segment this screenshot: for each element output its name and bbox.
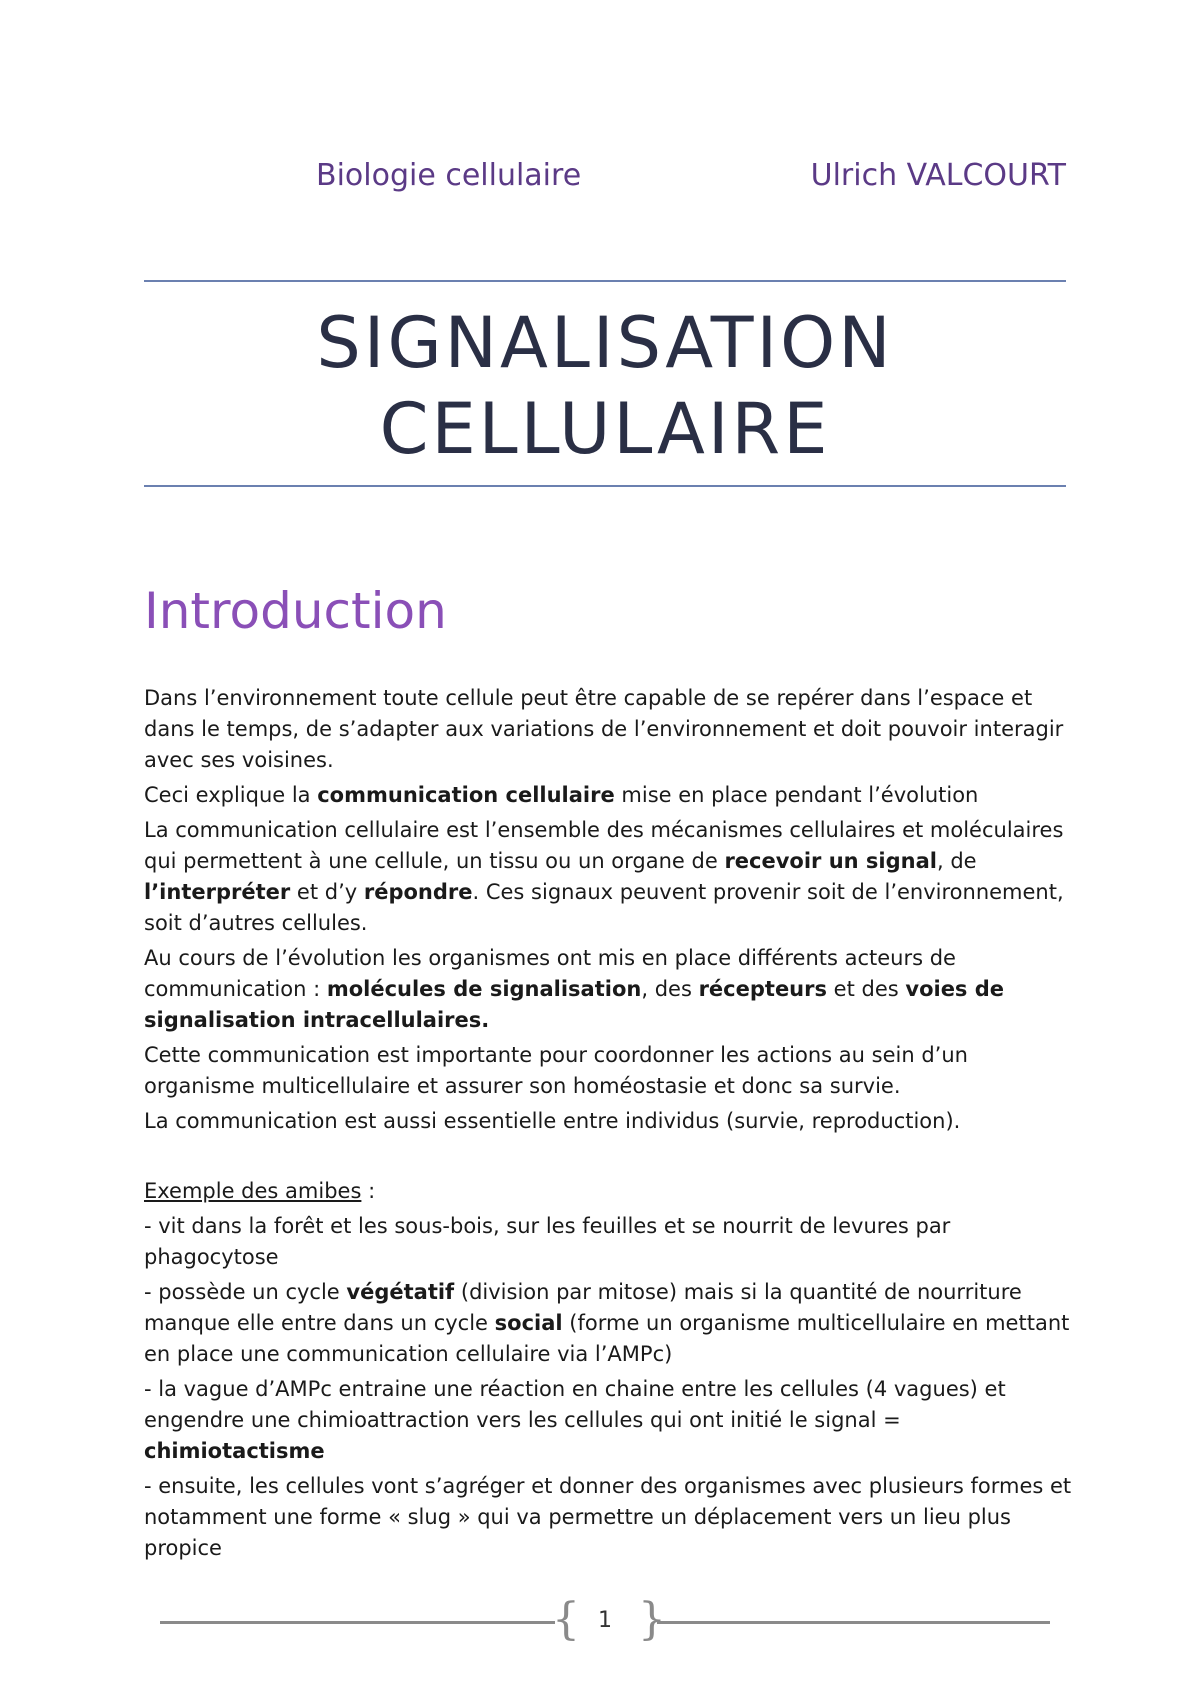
- text-run: (division par mitose) mais si la quantité de nourriture manque elle entre dans un cycle: [144, 1280, 1022, 1335]
- bold-term-recepteurs: récepteurs: [698, 977, 827, 1001]
- paragraph-communication-intro: [144, 780, 1084, 811]
- bold-term-molecules: molécules de signalisation: [326, 977, 642, 1001]
- document-title-line-1: SIGNALISATION: [316, 302, 894, 384]
- list-item: [144, 1374, 1084, 1467]
- bold-term-chimiotactisme: chimiotactisme: [144, 1439, 325, 1463]
- list-item: [144, 1277, 1084, 1370]
- author-name: Ulrich VALCOURT: [810, 158, 1066, 193]
- text-run: :: [361, 1179, 376, 1203]
- bold-term-repondre: répondre: [363, 880, 473, 904]
- section-body: [144, 683, 1084, 1568]
- text-run: - la vague d’AMPc entraine une réaction en chaine entre les cellules (4 vagues) et engendre une chimioattraction vers les cellules qui ont initié le signal =: [144, 1377, 1006, 1432]
- blank-line: [144, 1141, 1084, 1172]
- page-footer: [160, 1594, 1050, 1645]
- paragraph-communication-definition: [144, 815, 1084, 939]
- example-heading: [144, 1176, 1084, 1207]
- text-run: et d’y: [290, 880, 364, 904]
- page-number: 1: [598, 1608, 612, 1633]
- list-item: - ensuite, les cellules vont s’agréger et donner des organismes avec plusieurs formes et notamment une forme « slug » qui va permettre un déplacement vers un lieu plus propice: [144, 1474, 1072, 1560]
- bold-term-interpreter: l’interpréter: [144, 880, 291, 904]
- bold-term-voies: voies de signalisation intracellulaires.: [144, 977, 1005, 1032]
- paragraph-environment: Dans l’environnement toute cellule peut être capable de se repérer dans l’espace et dans le temps, de s’adapter aux variations de l’environnement et doit pouvoir interagir avec ses voisines.: [144, 686, 1064, 772]
- footer-brace-open: {: [552, 1594, 580, 1645]
- bold-term-recevoir-un-signal: recevoir un signal: [724, 849, 937, 873]
- list-item: - vit dans la forêt et les sous-bois, sur les feuilles et se nourrit de levures par phagocytose: [144, 1214, 951, 1269]
- document-title: [144, 300, 1066, 472]
- paragraph-evolution-actors: [144, 943, 1084, 1036]
- footer-rule-right: [657, 1621, 1050, 1624]
- title-bottom-rule: [144, 485, 1066, 487]
- bold-term-social: social: [494, 1311, 563, 1335]
- text-run: - possède un cycle: [144, 1280, 347, 1304]
- text-run: et des: [827, 977, 906, 1001]
- footer-rule-left: [160, 1621, 555, 1624]
- document-title-line-2: CELLULAIRE: [379, 388, 831, 470]
- footer-brace-close: }: [638, 1594, 666, 1645]
- text-run: , de: [937, 849, 977, 873]
- paragraph-homeostasis: Cette communication est importante pour coordonner les actions au sein d’un organisme multicellulaire et assurer son homéostasie et donc sa survie.: [144, 1043, 968, 1098]
- text-run: mise en place pendant l’évolution: [614, 783, 979, 807]
- text-run: (forme un organisme multicellulaire en mettant en place une communication cellulaire via l’AMPc): [144, 1311, 1070, 1366]
- title-top-rule: [144, 280, 1066, 282]
- text-run: Au cours de l’évolution les organismes ont mis en place différents acteurs de communication :: [144, 946, 956, 1001]
- course-name: Biologie cellulaire: [316, 158, 582, 193]
- text-run: . Ces signaux peuvent provenir soit de l’environnement, soit d’autres cellules.: [144, 880, 1064, 935]
- section-heading-introduction: Introduction: [144, 582, 447, 640]
- example-label: Exemple des amibes: [144, 1179, 362, 1203]
- text-run: Ceci explique la: [144, 783, 318, 807]
- bold-term-communication-cellulaire: communication cellulaire: [317, 783, 615, 807]
- text-run: , des: [641, 977, 699, 1001]
- text-run: La communication cellulaire est l’ensemble des mécanismes cellulaires et moléculaires qui permettent à une cellule, un tissu ou un organe de: [144, 818, 1064, 873]
- bold-term-vegetatif: végétatif: [346, 1280, 455, 1304]
- paragraph-individuals: La communication est aussi essentielle entre individus (survie, reproduction).: [144, 1109, 961, 1133]
